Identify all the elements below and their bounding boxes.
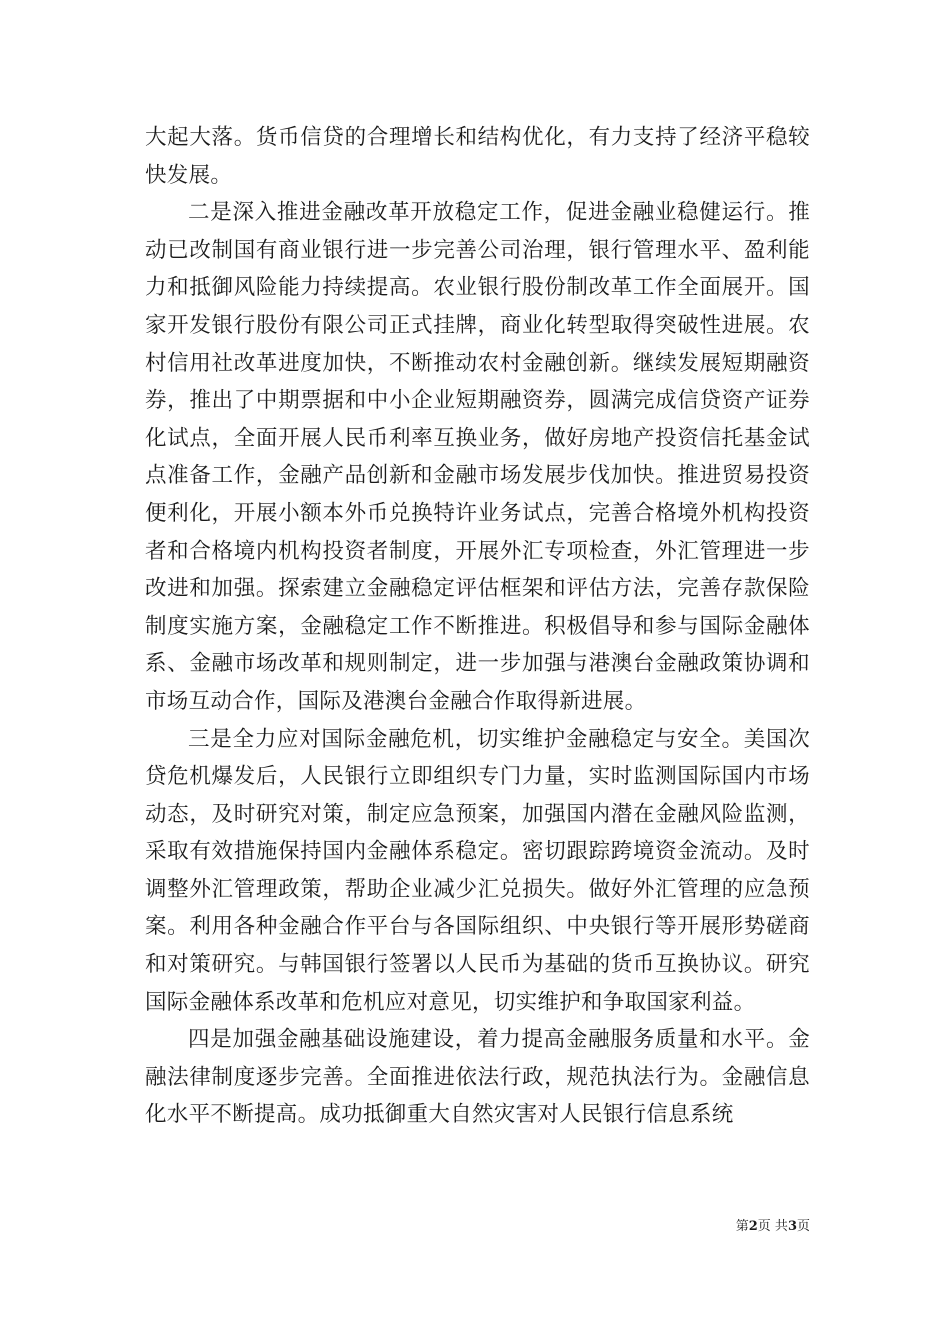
paragraph-1: 大起大落。货币信贷的合理增长和结构优化，有力支持了经济平稳较快发展。 bbox=[145, 125, 810, 188]
footer-total-pages: 3 bbox=[787, 1219, 797, 1234]
paragraph-2: 二是深入推进金融改革开放稳定工作，促进金融业稳健运行。推动已改制国有商业银行进一步完善公司治理，银行管理水平、盈利能力和抵御风险能力持续提高。农业银行股份制改革工作全面展开。国家开发银行股份有限公司正式挂牌，商业化转型取得突破性进展。农村信用社改革进度加快，不断推动农村金融创新。继续发展短期融资券，推出了中期票据和中小企业短期融资券，圆满完成信贷资产证券化试点，全面开展人民币利率互换业务，做好房地产投资信托基金试点准备工作，金融产品创新和金融市场发展步伐加快。推进贸易投资便利化，开展小额本外币兑换特许业务试点，完善合格境外机构投资者和合格境内机构投资者制度，开展外汇专项检查，外汇管理进一步改进和加强。探索建立金融稳定评估框架和评估方法，完善存款保险制度实施方案，金融稳定工作不断推进。积极倡导和参与国际金融体系、金融市场改革和规则制定，进一步加强与港澳台金融政策协调和市场互动合作，国际及港澳台金融合作取得新进展。 bbox=[145, 200, 810, 714]
paragraph-3: 三是全力应对国际金融危机，切实维护金融稳定与安全。美国次贷危机爆发后，人民银行立即组织专门力量，实时监测国际国内市场动态，及时研究对策，制定应急预案，加强国内潜在金融风险监测，采取有效措施保持国内金融体系稳定。密切跟踪跨境资金流动。及时调整外汇管理政策，帮助企业减少汇兑损失。做好外汇管理的应急预案。利用各种金融合作平台与各国际组织、中央银行等开展形势磋商和对策研究。与韩国银行签署以人民币为基础的货币互换协议。研究国际金融体系改革和危机应对意见，切实维护和争取国家利益。 bbox=[145, 726, 810, 1015]
footer-prefix: 第 bbox=[735, 1219, 749, 1234]
document-body bbox=[145, 119, 810, 1134]
footer-current-page: 2 bbox=[748, 1219, 758, 1234]
page-number-footer bbox=[700, 1218, 810, 1236]
paragraph-4: 四是加强金融基础设施建设，着力提高金融服务质量和水平。金融法律制度逐步完善。全面推进依法行政，规范执法行为。金融信息化水平不断提高。成功抵御重大自然灾害对人民银行信息系统 bbox=[145, 1027, 810, 1128]
footer-suffix: 页 bbox=[796, 1219, 810, 1234]
footer-middle: 页 共 bbox=[757, 1219, 788, 1234]
